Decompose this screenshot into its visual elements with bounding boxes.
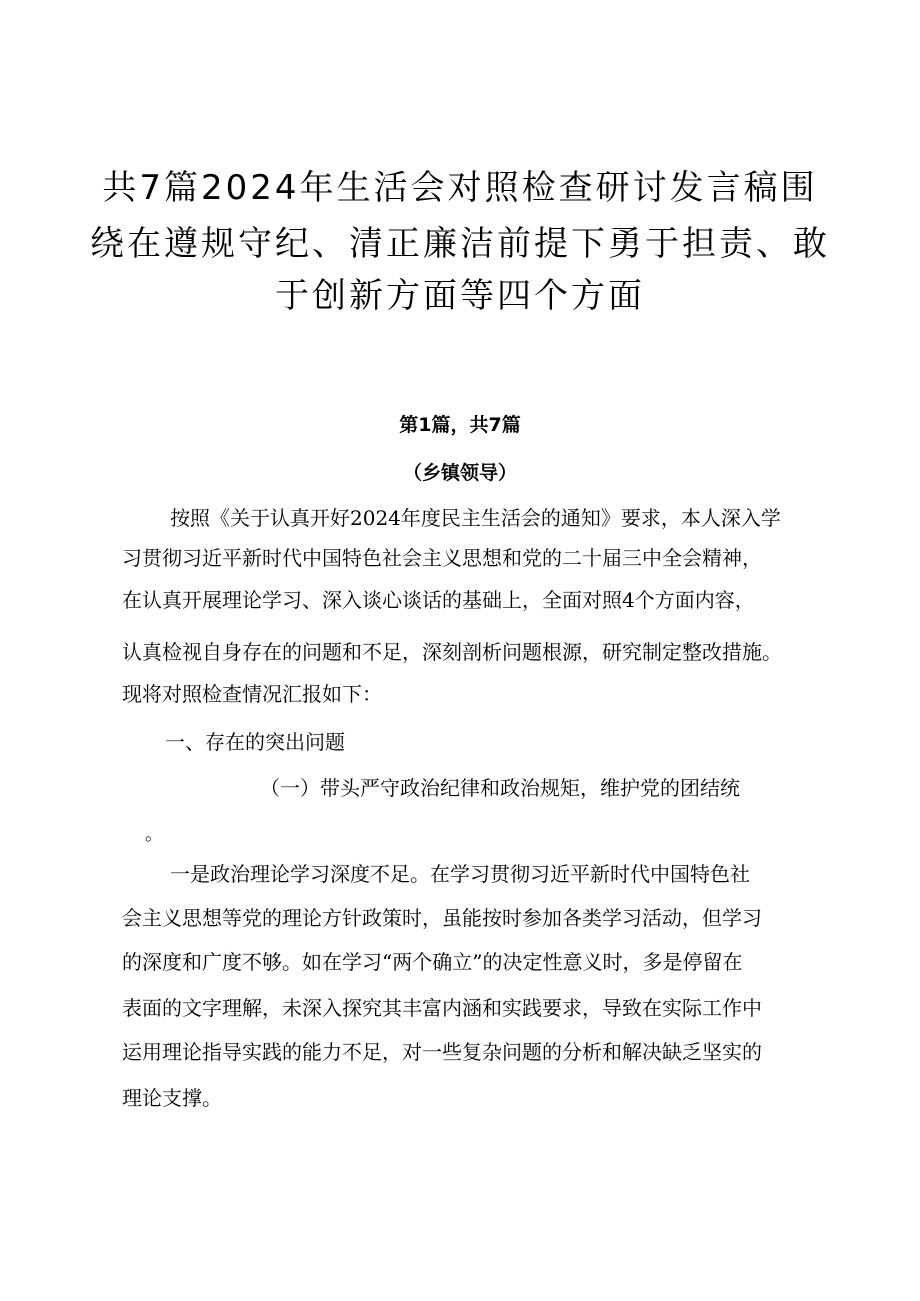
body-line: 一是政治理论学习深度不足。在学习贯彻习近平新时代中国特色社: [170, 862, 750, 886]
subsection-heading-tail: 。: [145, 824, 163, 845]
body-line: 理论支撑。: [122, 1086, 222, 1110]
body-line: 的深度和广度不够。如在学习“两个确立”的决定性意义时，多是停留在: [122, 950, 743, 974]
part-label: 第1篇，共7篇: [399, 414, 521, 436]
intro-line: 按照《关于认真开好2024年度民主生活会的通知》要求，本人深入学: [170, 506, 781, 530]
section-heading: 一、存在的突出问题: [165, 730, 345, 754]
body-line: 表面的文字理解，未深入探究其丰富内涵和实践要求，导致在实际工作中: [122, 996, 762, 1020]
intro-line: 习贯彻习近平新时代中国特色社会主义思想和党的二十届三中全会精神，: [122, 546, 762, 570]
subsection-heading: （一）带头严守政治纪律和政治规矩，维护党的团结统: [260, 776, 740, 800]
intro-line: 现将对照检查情况汇报如下：: [122, 682, 382, 706]
intro-line: 在认真开展理论学习、深入谈心谈话的基础上，全面对照4个方面内容，: [122, 588, 755, 612]
document-title-line-3: 于创新方面等四个方面: [275, 276, 645, 316]
document-title-line-1: 共7篇2024年生活会对照检查研讨发言稿围: [102, 168, 818, 208]
document-title-line-2: 绕在遵规守纪、清正廉洁前提下勇于担责、敢: [90, 224, 830, 264]
role-label: （乡镇领导）: [402, 462, 517, 484]
intro-line: 认真检视自身存在的问题和不足，深刻剖析问题根源，研究制定整改措施。: [122, 640, 782, 664]
body-line: 会主义思想等党的理论方针政策时，虽能按时参加各类学习活动，但学习: [122, 906, 762, 930]
body-line: 运用理论指导实践的能力不足，对一些复杂问题的分析和解决缺乏坚实的: [122, 1040, 762, 1064]
